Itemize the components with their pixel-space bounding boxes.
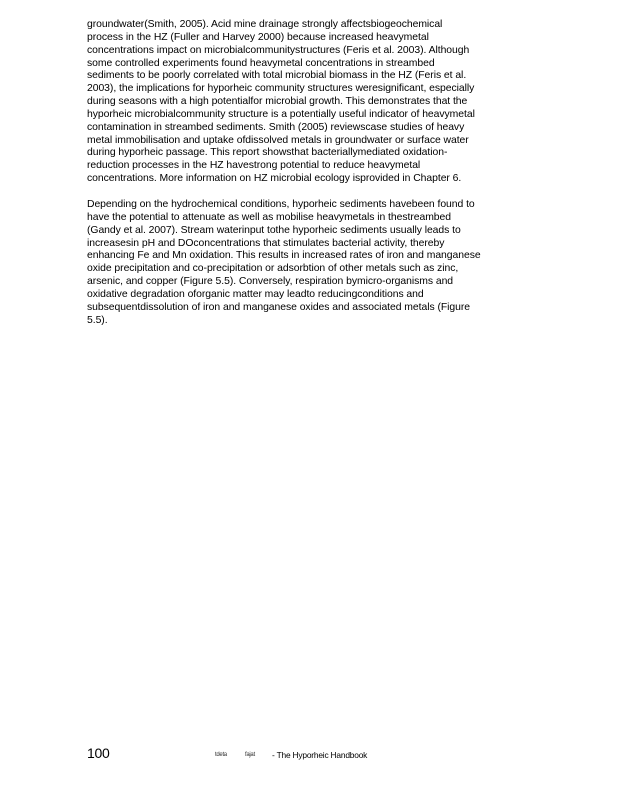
- paragraph-line: increasesin pH and DOconcentrations that stimulates bacterial activity, thereby: [87, 237, 445, 249]
- paragraph-line: concentrations. More information on HZ microbial ecology isprovided in Chapter 6.: [87, 173, 462, 185]
- paragraph-line: 2003), the implications for hyporheic community structures weresignificant, especially: [87, 83, 475, 95]
- paragraph-spacer: [87, 186, 515, 199]
- paragraph-line: concentrations impact on microbialcommunitystructures (Feris et al. 2003). Although: [87, 44, 470, 56]
- paragraph-line: (Gandy et al. 2007). Stream waterinput tothe hyporheic sediments usually leads to: [87, 224, 461, 236]
- paragraph-line: metal immobilisation and uptake ofdissolved metals in groundwater or surface water: [87, 134, 469, 146]
- paragraph-line: during seasons with a high potentialfor microbial growth. This demonstrates that the: [87, 96, 468, 108]
- paragraph-line: 5.5).: [87, 314, 108, 326]
- paragraph-line: during hyporheic passage. This report showsthat bacteriallymediated oxidation-: [87, 147, 448, 159]
- body-text: [87, 19, 515, 327]
- page-number: 100: [87, 745, 110, 761]
- paragraph-line: Depending on the hydrochemical conditions, hyporheic sediments havebeen found to: [87, 198, 475, 210]
- paragraph-line: enhancing Fe and Mn oxidation. This results in increased rates of iron and manganese: [87, 250, 481, 262]
- paragraph-line: contamination in streambed sediments. Smith (2005) reviewscase studies of heavy: [87, 121, 465, 133]
- paragraph-1: [87, 19, 515, 186]
- paragraph-line: oxide precipitation and co-precipitation or adsorbtion of other metals such as zinc,: [87, 263, 459, 275]
- footer-tag-mid: fajat: [245, 752, 255, 758]
- paragraph-line: oxidative degradation oforganic matter may leadto reducingconditions and: [87, 288, 424, 300]
- paragraph-line: arsenic, and copper (Figure 5.5). Conversely, respiration bymicro-organisms and: [87, 276, 454, 288]
- running-footer-title: - The Hyporheic Handbook: [272, 750, 368, 760]
- paragraph-line: hyporheic microbialcommunity structure is a potentially useful indicator of heavymetal: [87, 108, 475, 120]
- paragraph-2: [87, 199, 515, 327]
- paragraph-line: reduction processes in the HZ havestrong potential to reduce heavymetal: [87, 160, 421, 172]
- paragraph-line: some controlled experiments found heavymetal concentrations in streambed: [87, 57, 435, 69]
- paragraph-line: sediments to be poorly correlated with total microbial biomass in the HZ (Feris et al.: [87, 70, 467, 82]
- paragraph-line: have the potential to attenuate as well as mobilise heavymetals in thestreambed: [87, 211, 451, 223]
- paragraph-line: process in the HZ (Fuller and Harvey 2000) because increased heavymetal: [87, 31, 429, 43]
- paragraph-line: groundwater(Smith, 2005). Acid mine drainage strongly affectsbiogeochemical: [87, 19, 443, 30]
- footer-tag-left: tdeta: [215, 752, 227, 758]
- paragraph-line: subsequentdissolution of iron and manganese oxides and associated metals (Figure: [87, 301, 471, 313]
